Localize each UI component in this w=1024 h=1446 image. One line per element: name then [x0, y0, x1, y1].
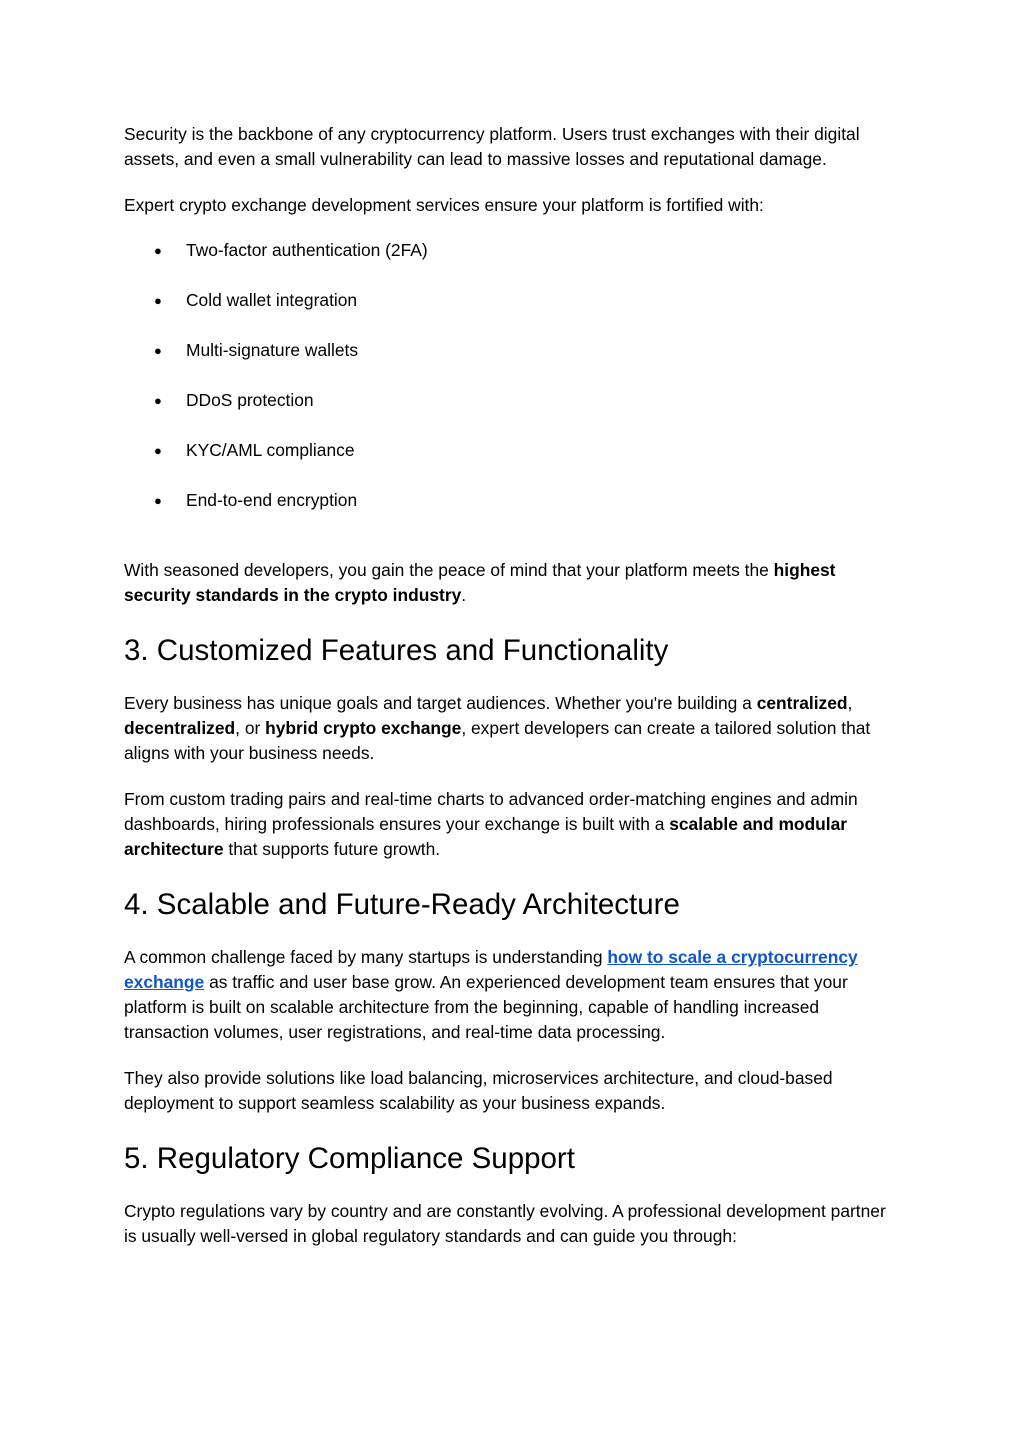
bold-phrase: highest security standards in the crypto industry	[124, 560, 836, 605]
security-closing-paragraph: With seasoned developers, you gain the peace of mind that your platform meets the highest security standards in the crypto industry.	[124, 560, 836, 605]
list-item-text: DDoS protection	[186, 390, 314, 410]
list-item	[124, 488, 900, 513]
bullet-icon: ●	[154, 393, 162, 408]
section-3-paragraph-1: Every business has unique goals and target audiences. Whether you're building a centralized, decentralized, or hybrid crypto exchange, expert developers can create a tailored solution that aligns with your business needs.	[124, 693, 871, 763]
bullet-icon: ●	[154, 243, 162, 258]
bullet-icon: ●	[154, 343, 162, 358]
section-5-paragraph-1: Crypto regulations vary by country and are constantly evolving. A professional development partner is usually well-versed in global regulatory standards and can guide you through:	[124, 1201, 886, 1246]
bullet-icon: ●	[154, 443, 162, 458]
list-item	[124, 288, 900, 313]
section-3-paragraph-2: From custom trading pairs and real-time charts to advanced order-matching engines and admin dashboards, hiring professionals ensures your exchange is built with a scalable and modular architecture that supports future growth.	[124, 789, 858, 859]
scale-exchange-link[interactable]: how to scale a cryptocurrency exchange	[124, 947, 858, 992]
section-3-heading: 3. Customized Features and Functionality	[124, 634, 669, 667]
list-item-text: End-to-end encryption	[186, 490, 358, 510]
bullet-icon: ●	[154, 293, 162, 308]
bold-phrase: scalable and modular architecture	[124, 814, 848, 859]
section-4-paragraph-1: A common challenge faced by many startups is understanding how to scale a cryptocurrency exchange as traffic and user base grow. An experienced development team ensures that your platform is built on scalable architecture from the beginning, capable of handling increased transaction volumes, user registrations, and real-time data processing.	[124, 947, 858, 1042]
list-item-text: Multi-signature wallets	[186, 340, 359, 360]
list-item	[124, 238, 900, 263]
document-page	[124, 122, 900, 1249]
bold-phrase: hybrid crypto exchange	[265, 718, 462, 738]
list-item-text: Two-factor authentication (2FA)	[186, 240, 428, 260]
section-5-heading: 5. Regulatory Compliance Support	[124, 1142, 575, 1175]
list-item-text: KYC/AML compliance	[186, 440, 355, 460]
intro-paragraph-1: Security is the backbone of any cryptocurrency platform. Users trust exchanges with their digital assets, and even a small vulnerability can lead to massive losses and reputational damage.	[124, 124, 860, 169]
list-item	[124, 388, 900, 413]
intro-paragraph-2: Expert crypto exchange development services ensure your platform is fortified with:	[124, 195, 764, 215]
section-4-heading: 4. Scalable and Future-Ready Architecture	[124, 888, 680, 921]
list-item-text: Cold wallet integration	[186, 290, 358, 310]
list-item	[124, 438, 900, 463]
list-item	[124, 338, 900, 363]
bold-phrase: decentralized	[124, 718, 236, 738]
security-features-list	[124, 238, 900, 513]
bold-phrase: centralized	[756, 693, 848, 713]
section-4-paragraph-2: They also provide solutions like load balancing, microservices architecture, and cloud-based deployment to support seamless scalability as your business expands.	[124, 1068, 833, 1113]
bullet-icon: ●	[154, 493, 162, 508]
